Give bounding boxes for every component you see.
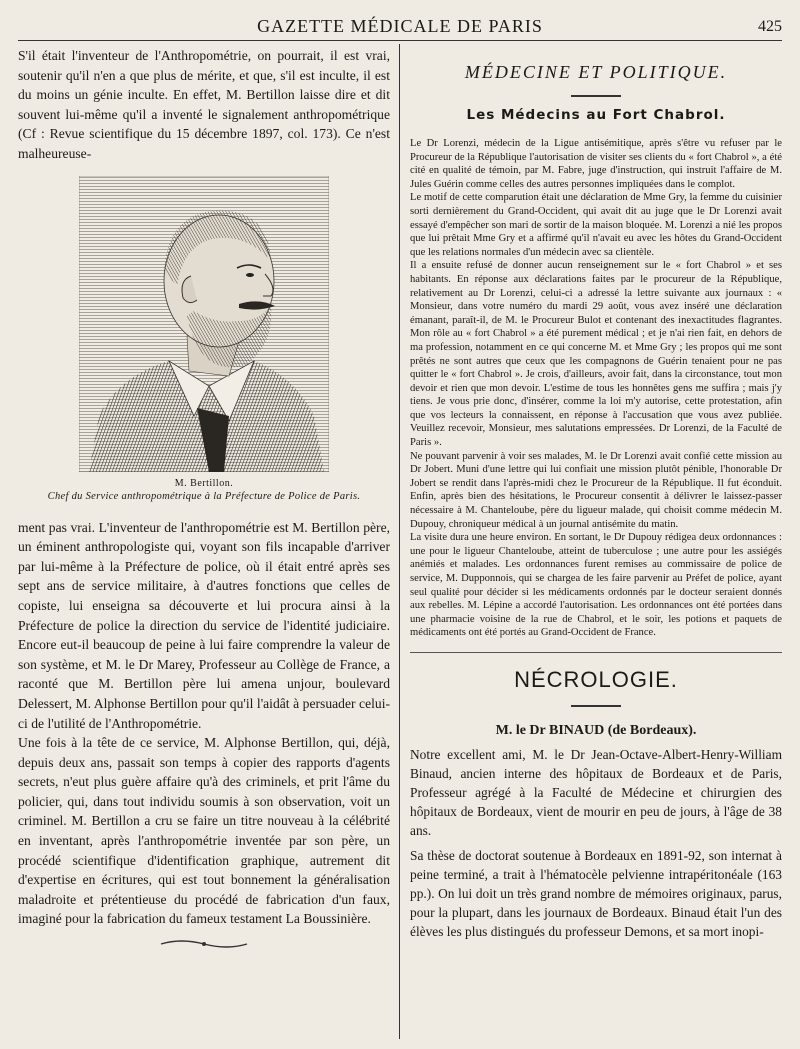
necrology-paragraph: Notre excellent ami, M. le Dr Jean-Octave-Albert-Henry-William Binaud, ancien interne des hôpitaux de Bordeaux et de Paris, Professeur agrégé à la Faculté de Médecine et chirurgien des hôpitaux de Bordeaux, vient de mourir en peu de jours, à l'âge de 38 ans. — [410, 746, 782, 838]
article-title: Les Médecins au Fort Chabrol. — [466, 107, 726, 123]
left-paragraph-3: Une fois à la tête de ce service, M. Alphonse Bertillon, qui, déjà, depuis deux ans, passait son temps à copier des rapports d'agents secrets, n'eut plus guère affaire qu'à des criminels, et prit l'âme du policier, qui, dans tout individu soumis à son observation, voit un criminel. M. Bertillon a cru se faire un titre nouveau à la célébrité en inventant, après l'anthropométrie inventée par son père, un procédé scientifique d'identification graphique, autrement dit d'expertise en écritures, qui est tout bonnement la généralisation maladroite et prétentieuse du procédé de fabrication d'un faux, imaginé pour la fabrication du fameux testament La Boussinière. — [18, 735, 390, 927]
section-rule — [571, 95, 621, 97]
section-separator — [410, 652, 782, 653]
necrology-rule — [571, 705, 621, 707]
necrology-title: NÉCROLOGIE. — [514, 666, 678, 692]
column-divider — [399, 44, 400, 1039]
journal-title: GAZETTE MÉDICALE DE PARIS — [257, 16, 543, 36]
portrait-caption-subtitle: Chef du Service anthropométrique à la Préfecture de Police de Paris. — [47, 490, 361, 502]
article-paragraph: Le Dr Lorenzi, médecin de la Ligue antisémitique, après s'être vu refuser par le Procureur de la République l'autorisation de visiter ses clients du « fort Chabrol », a été cité en qualité de témoin, par M. Fabre, juge d'instruction, qui instruit l'affaire de M. Jules Guérin comme celles des autres personnes impliquées dans le complot. — [410, 138, 782, 190]
page-header — [18, 10, 782, 41]
right-column — [410, 46, 782, 1041]
end-ornament — [18, 935, 390, 954]
article-paragraph: La visite dura une heure environ. En sortant, le Dr Dupouy rédigea deux ordonnances : une pour le ligueur Chanteloube, atteint de tuberculose ; une autre pour les assiégés anémiés et malades. Les ordonnances furent remises au commissaire de police de service, M. Dupponnois, qui se chargea de les faire parvenir au Préfet de police, ayant seul qualité pour décider si les médicaments ordonnés par le docteur seraient donnés aux rebelles. M. Lépine a accordé l'autorisation. Les ordonnances ont été portées dans une pharmacie voisine de la rue de Chabrol, et le soir, les potions et paquets de médicaments ont été portés au Grand-Occident de France. — [410, 532, 782, 639]
left-paragraph-2: ment pas vrai. L'inventeur de l'anthropométrie est M. Bertillon père, un éminent anthropologiste qui, voyant son fils incapable d'arriver par lui-même à la Préfecture de police, où il était entré après ses sept ans de service militaire, à d'autres fonctions que celles de copiste, lui enseigna sa découverte et lui procura ainsi à la Préfecture de police la direction du service de l'identité judiciaire. Encore eut-il beaucoup de peine à lui faire comprendre la valeur de son système, et M. le Dr Marey, Professeur au Collège de France, a raconté que M. Bertillon père lui amena unjour, boulevard Delessert, M. Alphonse Bertillon pour qu'il l'aidât à persuader celui-ci de l'utilité de l'Anthropométrie. — [18, 519, 390, 731]
portrait-caption-name: M. Bertillon. — [174, 477, 234, 489]
necrology-paragraph: Sa thèse de doctorat soutenue à Bordeaux en 1891-92, son internat à peine terminé, a trait à l'hématocèle pelvienne intrapéritonéale (163 pp.). On lui doit un très grand nombre de mémoires originaux, parus, pour la plupart, dans les journaux de Bordeaux. Binaud était l'un des élèves les plus distingués du professeur Demons, et sa mort inopi- — [410, 847, 782, 939]
portrait-engraving — [79, 176, 329, 472]
article-paragraph: Ne pouvant parvenir à voir ses malades, M. le Dr Lorenzi avait confié cette mission au Dr Jobert. Muni d'une lettre qui lui confiait une mission plutôt pénible, l'honorable Dr Jobert se rendit dans l'après-midi chez le Procureur de la République. Il fut éconduit. Enfin, après bien des hésitations, le Procureur consentit à délivrer le laissez-passer nécessaire à M. Chanteloube, père du ligueur malade, qui choisit comme médecin M. Dupouy, chroniqueur médical à un journal antisémite du matin. — [410, 450, 782, 530]
page-number: 425 — [758, 18, 782, 35]
article-paragraph: Le motif de cette comparution était une déclaration de Mme Gry, la femme du cuisinier sorti dernièrement du Grand-Occident, qui avait dit au juge que le Dr Lorenzi avait essayé d'empêcher son mari de sortir de la maison bloquée. M. Lorenzi a nié les propos que lui prêtait Mme Gry et a affirmé qu'il n'avait eu avec les hôtes du Grand-Occident que les relations normales d'un médecin avec sa clientèle. — [410, 192, 782, 258]
article-paragraph: Il a ensuite refusé de donner aucun renseignement sur le « fort Chabrol » et ses habitants. En réponse aux déclarations faites par le procureur de la République, relativement au Dr Lorenzi, celui-ci a adressé la lettre suivante aux journaux : « Monsieur, dans votre numéro du mardi 29 août, vous avez inséré une déclaration émanant, paraît-il, de M. le Procureur Bulot et contenant des inexactitudes flagrantes. Mon rôle au « fort Chabrol » a été purement médical ; et je n'ai rien fait, en dehors de ma profession, notamment en ce qui concerne M. et Mme Gry ; les propos qui me sont prêtés ne sont autres que ceux que les compagnons de Guérin tenaient pour ne pas quitter le « fort Chabrol ». Je crois, d'ailleurs, avoir fait, dans la circonstance, tout mon devoir et rien que mon devoir. L'estime de tous les honnêtes gens me suffira ; mais j'y tiens. Je vous prie donc, d'insérer, comme la loi m'y autorise, cette protestation, afin que vos lecteurs la connaissent, en réponse à l'accusation que vous avez publiée. Veuillez recevoir, Monsieur, mes salutations empressées. Dr Lorenzi, de la Faculté de Paris ». — [410, 260, 782, 449]
section-title: MÉDECINE ET POLITIQUE. — [464, 62, 728, 82]
left-column — [18, 46, 390, 1041]
necrology-subtitle: M. le Dr BINAUD (de Bordeaux). — [495, 722, 697, 738]
left-paragraph-1: S'il était l'inventeur de l'Anthropométrie, on pourrait, il est vrai, soutenir qu'il n'en a que plus de mérite, et que, s'il est inculte, il est du moins un génie inculte. En effet, M. Bertillon laisse dire et dit souvent lui-même qu'il a inventé le signalement anthropométrique (Cf : Revue scientifique du 15 décembre 1897, col. 173). Ce n'est malheureuse- — [18, 48, 390, 161]
